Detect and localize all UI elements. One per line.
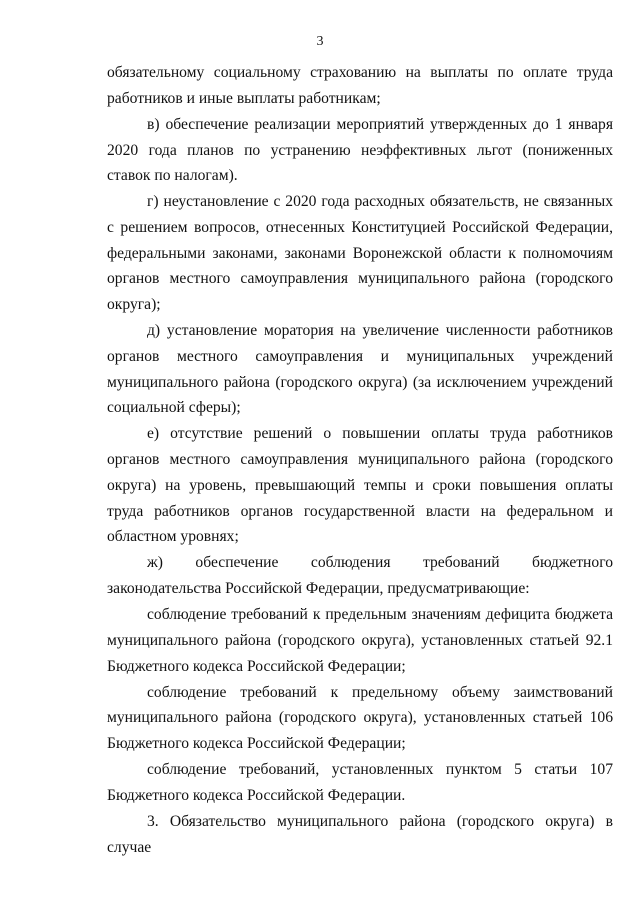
paragraph-continuation: обязательному социальному страхованию на выплаты по оплате труда работников и иные выплаты работникам;	[107, 64, 613, 107]
paragraph-article-107-requirement: соблюдение требований, установленных пунктом 5 статьи 107 Бюджетного кодекса Российской Федерации.	[107, 761, 613, 804]
paragraph-deficit-requirement: соблюдение требований к предельным значениям дефицита бюджета муниципального района (городского округа), установленных статьей 92.1 Бюджетного кодекса Российской Федерации;	[107, 606, 613, 675]
document-body	[107, 60, 613, 861]
paragraph-item-g: г) неустановление с 2020 года расходных обязательств, не связанных с решением вопросов, отнесенных Конституцией Российской Федерации, федеральными законами, законами Воронежской области к полномочиям органов местного самоуправления муниципального района (городского округа);	[107, 193, 613, 314]
paragraph-item-d: д) установление моратория на увеличение численности работников органов местного самоуправления и муниципальных учреждений муниципального района (городского округа) (за исключением учреждений социальной сферы);	[107, 322, 613, 417]
paragraph-item-zh: ж) обеспечение соблюдения требований бюджетного законодательства Российской Федерации, предусматривающие:	[107, 554, 613, 598]
page-number: 3	[316, 34, 324, 49]
paragraph-item-e: е) отсутствие решений о повышении оплаты труда работников органов местного самоуправления муниципального района (городского округа) на уровень, превышающий темпы и сроки повышения оплаты труда работников органов государственной власти на федеральном и областном уровнях;	[107, 425, 613, 546]
paragraph-section-3: 3. Обязательство муниципального района (городского округа) в случае	[107, 812, 613, 856]
paragraph-borrowing-requirement: соблюдение требований к предельному объему заимствований муниципального района (городского округа), установленных статьей 106 Бюджетного кодекса Российской Федерации;	[107, 683, 613, 753]
paragraph-item-v: в) обеспечение реализации мероприятий утвержденных до 1 января 2020 года планов по устранению неэффективных льгот (пониженных ставок по налогам).	[107, 115, 613, 185]
